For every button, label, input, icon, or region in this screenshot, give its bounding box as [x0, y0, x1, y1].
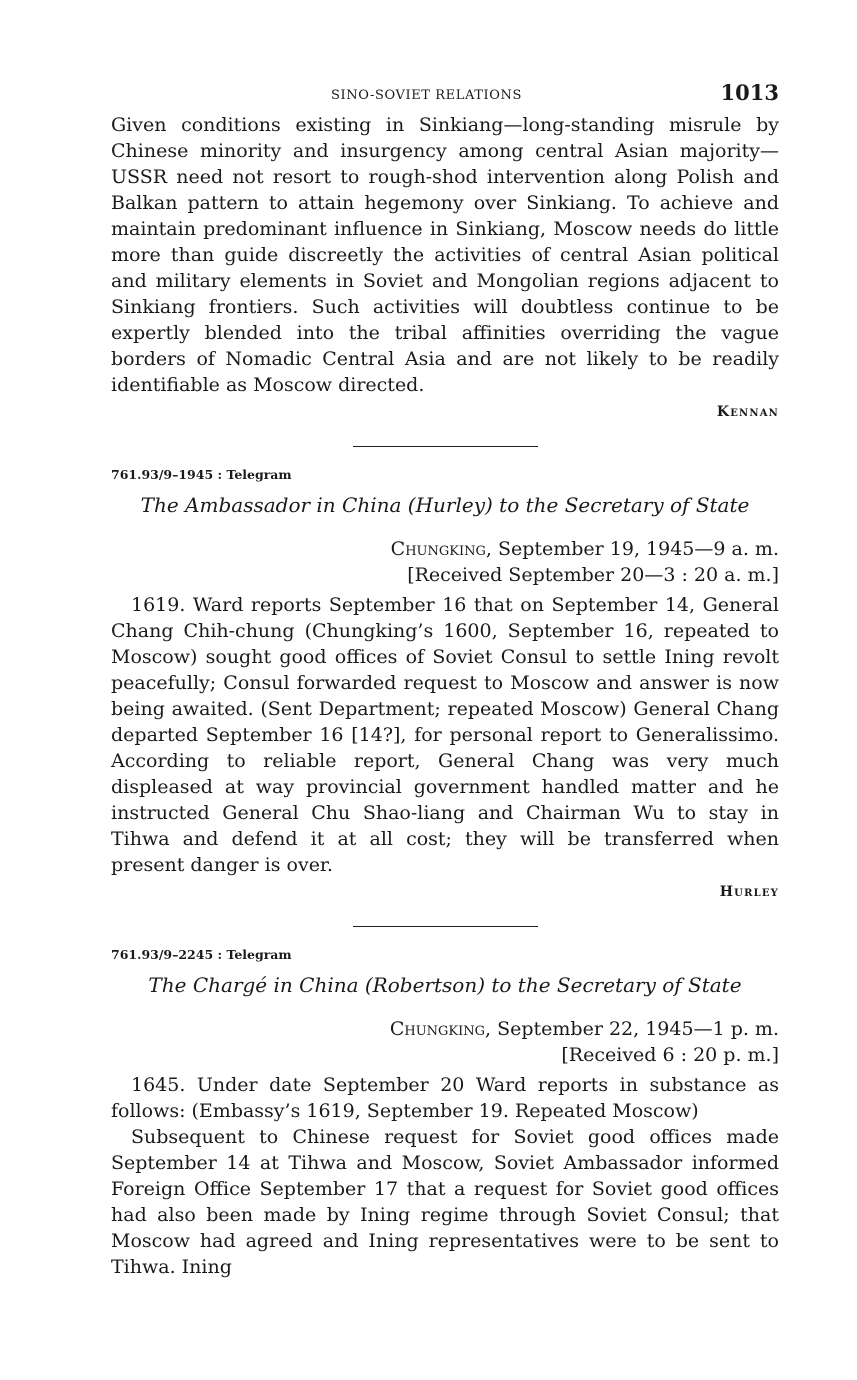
page-number: 1013: [720, 80, 779, 105]
dateline-date: , September 22, 1945—1 p. m.: [485, 1018, 779, 1040]
running-head: SINO-SOVIET RELATIONS: [331, 88, 523, 103]
document-title: The Chargé in China (Robertson) to the Secretary of State: [148, 973, 742, 997]
dateline: [111, 1016, 779, 1042]
signature-hurley: Hurley: [719, 884, 779, 900]
file-reference: 761.93/9–1945 : Telegram: [111, 467, 292, 482]
telegram-paragraph: 1645. Under date September 20 Ward reports in substance as follows: (Embassy’s 1619, September 19. Repeated Moscow): [111, 1074, 779, 1122]
telegram-paragraph: 1619. Ward reports September 16 that on September 14, General Chang Chih-chung (Chungking’s 1600, September 16, repeated to Moscow) sought good offices of Soviet Consul to settle Ining revolt peacefully; Consul forwarded request to Moscow and answer is now being awaited. (Sent Department; repeated Moscow) General Chang departed September 16 [14?], for personal report to Generalissimo. According to reliable report, General Chang was very much displeased at way provincial government handled matter and he instructed General Chu Shao-liang and Chairman Wu to stay in Tihwa and defend it at all cost; they will be transferred when present danger is over.: [111, 594, 779, 876]
document-page: [111, 78, 779, 1280]
section-divider: [353, 926, 538, 927]
dateline-place: Chungking: [390, 538, 486, 560]
dateline: [111, 536, 779, 562]
telegram-paragraph: Subsequent to Chinese request for Soviet good offices made September 14 at Tihwa and Moscow, Soviet Ambassador informed Foreign Office September 17 that a request for Soviet good offices had also been made by Ining regime through Soviet Consul; that Moscow had agreed and Ining representatives were to be sent to Tihwa. Ining: [111, 1126, 779, 1278]
signature-kennan: Kennan: [716, 404, 779, 420]
section-divider: [353, 446, 538, 447]
received-line: [Received 6 : 20 p. m.]: [561, 1044, 779, 1066]
document-title: The Ambassador in China (Hurley) to the Secretary of State: [140, 493, 750, 517]
file-reference: 761.93/9–2245 : Telegram: [111, 947, 292, 962]
kennan-paragraph: Given conditions existing in Sinkiang—long-standing misrule by Chinese minority and insurgency among central Asian majority—USSR need not resort to rough-shod intervention along Polish and Balkan pattern to attain hegemony over Sinkiang. To achieve and maintain predominant influence in Sinkiang, Moscow needs do little more than guide discreetly the activities of central Asian political and military elements in Soviet and Mongolian regions adjacent to Sinkiang frontiers. Such activities will doubtless continue to be expertly blended into the tribal affinities overriding the vague borders of Nomadic Central Asia and are not likely to be readily identifiable as Moscow directed.: [111, 114, 779, 396]
page-header: [111, 78, 779, 112]
dateline-place: Chungking: [389, 1018, 486, 1040]
dateline-date: , September 19, 1945—9 a. m.: [485, 538, 779, 560]
received-line: [Received September 20—3 : 20 a. m.]: [407, 564, 779, 586]
